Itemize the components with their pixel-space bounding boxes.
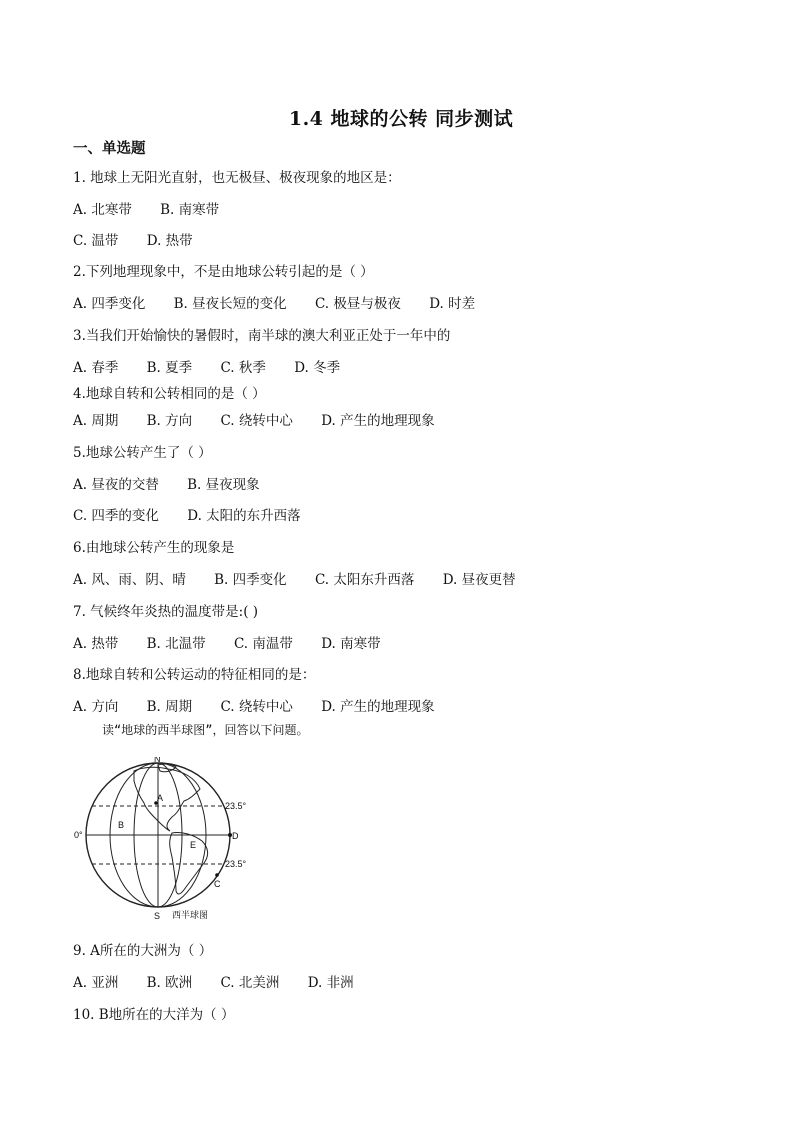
option[interactable]: C. 北美洲 bbox=[220, 975, 280, 991]
option[interactable]: A. 周期 bbox=[73, 413, 119, 429]
option[interactable]: A. 方向 bbox=[73, 699, 119, 715]
option[interactable]: D. 南寒带 bbox=[321, 636, 381, 652]
option[interactable]: D. 冬季 bbox=[294, 360, 341, 376]
option[interactable]: B. 北温带 bbox=[146, 636, 206, 652]
label-tropic-north: 23.5° bbox=[225, 801, 247, 811]
question-1-options bbox=[73, 229, 193, 249]
question-1-stem: 1. 地球上无阳光直射，也无极昼、极夜现象的地区是： bbox=[73, 170, 401, 186]
option[interactable]: B. 昼夜现象 bbox=[187, 477, 260, 493]
option[interactable]: A. 春季 bbox=[73, 360, 119, 376]
option[interactable]: A. 北寒带 bbox=[73, 202, 132, 218]
option[interactable]: C. 极昼与极夜 bbox=[314, 296, 401, 312]
western-hemisphere-map bbox=[72, 757, 262, 926]
option[interactable]: D. 产生的地理现象 bbox=[321, 413, 435, 429]
option[interactable]: B. 四季变化 bbox=[214, 572, 287, 588]
figure-caption: 读“地球的西半球图”，回答以下问题。 bbox=[102, 723, 309, 737]
option[interactable]: D. 太阳的东升西落 bbox=[187, 508, 301, 524]
question-8-options bbox=[73, 695, 435, 715]
label-equator: 0° bbox=[74, 830, 83, 840]
option[interactable]: D. 热带 bbox=[146, 233, 193, 249]
option[interactable]: C. 绕转中心 bbox=[220, 413, 293, 429]
option[interactable]: A. 昼夜的交替 bbox=[73, 477, 159, 493]
label-a: A bbox=[157, 793, 164, 803]
globe-diagram bbox=[72, 757, 262, 922]
label-south: S bbox=[154, 911, 161, 921]
question-6-stem: 6.由地球公转产生的现象是 bbox=[73, 540, 235, 556]
option[interactable]: C. 秋季 bbox=[220, 360, 266, 376]
question-5-options bbox=[73, 473, 260, 493]
section-heading: 一、单选题 bbox=[73, 140, 146, 157]
option[interactable]: A. 热带 bbox=[73, 636, 119, 652]
option[interactable]: D. 昼夜更替 bbox=[442, 572, 516, 588]
point-c-dot bbox=[215, 873, 219, 877]
option[interactable]: D. 产生的地理现象 bbox=[321, 699, 435, 715]
map-caption: 西半球图 bbox=[172, 910, 209, 920]
question-2-stem: 2.下列地理现象中，不是由地球公转引起的是（ ） bbox=[73, 264, 374, 280]
option[interactable]: C. 南温带 bbox=[233, 636, 293, 652]
label-e: E bbox=[190, 840, 197, 850]
option[interactable]: C. 太阳东升西落 bbox=[314, 572, 415, 588]
page-title: 1.4 地球的公转 同步测试 bbox=[288, 108, 514, 130]
label-north: N bbox=[154, 757, 161, 764]
question-1-options bbox=[73, 198, 219, 218]
question-9-stem: 9. A所在的大洲为（ ） bbox=[73, 943, 213, 959]
option[interactable]: D. 时差 bbox=[429, 296, 476, 312]
question-5-stem: 5.地球公转产生了（ ） bbox=[73, 445, 212, 461]
question-4-options bbox=[73, 409, 435, 429]
question-2-options bbox=[73, 292, 475, 312]
label-tropic-south: 23.5° bbox=[225, 859, 247, 869]
label-b: B bbox=[118, 820, 125, 830]
option[interactable]: C. 绕转中心 bbox=[220, 699, 293, 715]
question-9-options bbox=[73, 971, 354, 991]
option[interactable]: C. 四季的变化 bbox=[73, 508, 159, 524]
option[interactable]: B. 周期 bbox=[146, 699, 193, 715]
option[interactable]: A. 亚洲 bbox=[73, 975, 119, 991]
question-5-options bbox=[73, 504, 301, 524]
option[interactable]: B. 南寒带 bbox=[160, 202, 220, 218]
option[interactable]: C. 温带 bbox=[73, 233, 119, 249]
question-3-stem: 3.当我们开始愉快的暑假时，南半球的澳大利亚正处于一年中的 bbox=[73, 328, 451, 344]
option[interactable]: A. 风、雨、阴、晴 bbox=[73, 572, 186, 588]
option[interactable]: D. 非洲 bbox=[307, 975, 354, 991]
label-d: D bbox=[232, 831, 239, 841]
option[interactable]: B. 昼夜长短的变化 bbox=[173, 296, 287, 312]
question-4-stem: 4.地球自转和公转相同的是（ ） bbox=[73, 386, 266, 402]
question-8-stem: 8.地球自转和公转运动的特征相同的是： bbox=[73, 667, 316, 683]
question-7-stem: 7. 气候终年炎热的温度带是:( ) bbox=[73, 604, 259, 620]
label-c: C bbox=[214, 879, 221, 889]
option[interactable]: A. 四季变化 bbox=[73, 296, 146, 312]
option[interactable]: B. 欧洲 bbox=[146, 975, 193, 991]
question-7-options bbox=[73, 632, 381, 652]
question-6-options bbox=[73, 568, 516, 588]
question-3-options bbox=[73, 356, 340, 376]
question-10-stem: 10. B地所在的大洋为（ ） bbox=[73, 1007, 235, 1023]
option[interactable]: B. 夏季 bbox=[146, 360, 193, 376]
option[interactable]: B. 方向 bbox=[146, 413, 193, 429]
